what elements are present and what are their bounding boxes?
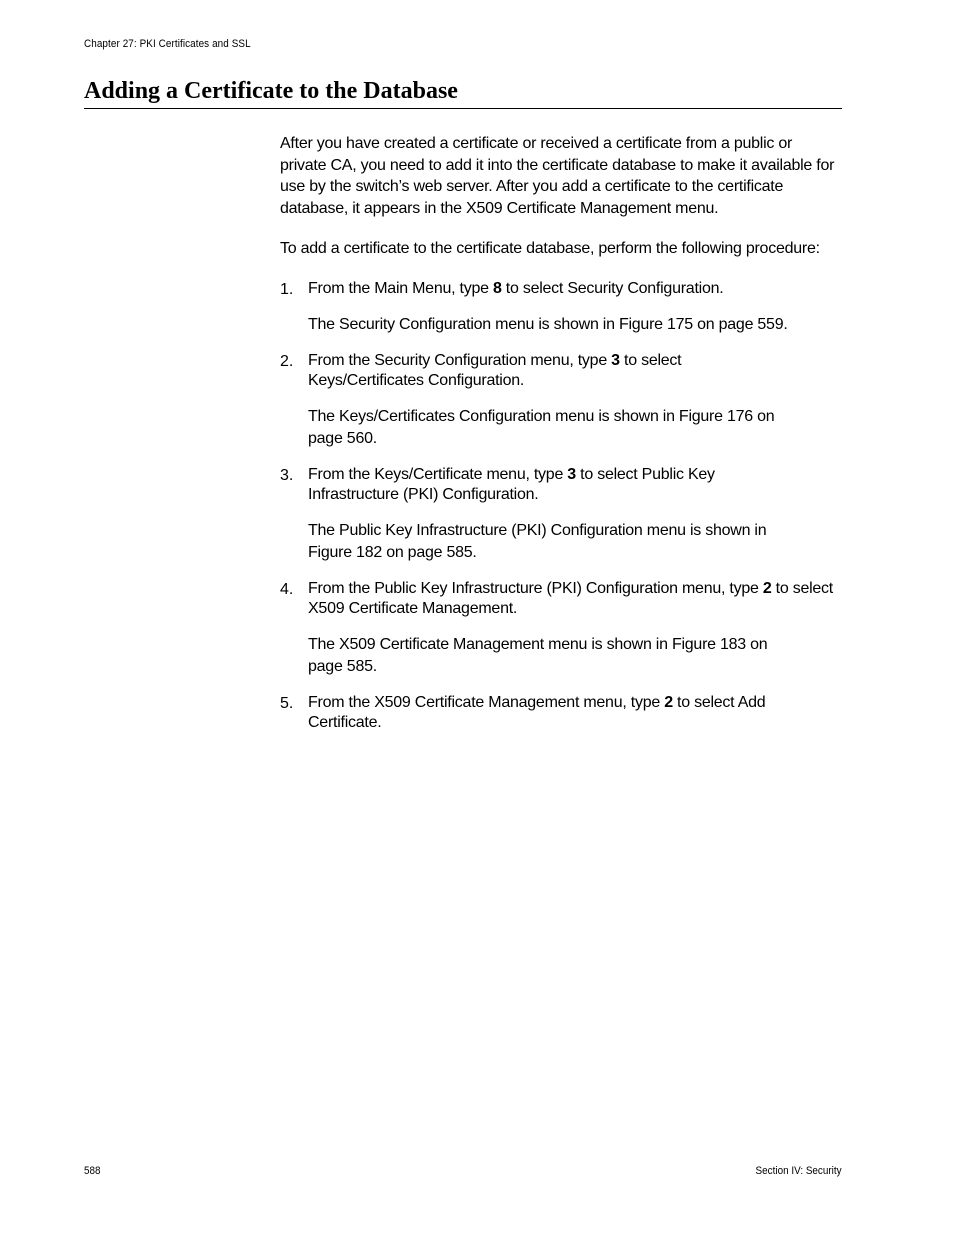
intro-paragraph: After you have created a certificate or received a certificate from a public or private CA, you need to add it into the certificate database to make it available for use by the switch’s web server. After you add a certificate to the certificate database, it appears in the X509 Certificate Management menu. [280, 135, 835, 217]
running-header: Chapter 27: PKI Certificates and SSL [84, 38, 251, 50]
step-number: 3. [280, 466, 294, 484]
procedure-step [280, 351, 842, 450]
procedure-intro-paragraph: To add a certificate to the certificate database, perform the following procedure: [280, 240, 820, 258]
body-content [280, 133, 842, 748]
step-note: The Public Key Infrastructure (PKI) Configuration menu is shown in Figure 182 on page 585. [308, 521, 767, 561]
step-number: 2. [280, 352, 294, 370]
procedure-step [280, 465, 842, 564]
step-instruction: From the X509 Certificate Management menu, type 2 to select Add Certificate. [308, 693, 766, 731]
menu-key: 2 [664, 693, 673, 711]
menu-key: 3 [611, 351, 620, 369]
step-instruction: From the Main Menu, type 8 to select Security Configuration. [308, 279, 724, 297]
step-number: 1. [280, 280, 294, 298]
step-number: 5. [280, 694, 294, 712]
step-instruction: From the Public Key Infrastructure (PKI) Configuration menu, type 2 to select X509 Certificate Management. [308, 579, 833, 617]
procedure-step [280, 279, 842, 336]
footer-section-label: Section IV: Security [755, 1165, 842, 1177]
step-note: The Keys/Certificates Configuration menu is shown in Figure 176 on page 560. [308, 407, 775, 447]
step-instruction: From the Security Configuration menu, type 3 to select Keys/Certificates Configuration. [308, 351, 682, 389]
step-instruction: From the Keys/Certificate menu, type 3 to select Public Key Infrastructure (PKI) Configuration. [308, 465, 715, 503]
menu-key: 3 [567, 465, 576, 483]
procedure-step [280, 579, 842, 678]
page-number: 588 [84, 1165, 101, 1177]
step-number: 4. [280, 580, 294, 598]
step-note: The Security Configuration menu is shown in Figure 175 on page 559. [308, 315, 788, 333]
procedure-step [280, 693, 842, 733]
menu-key: 2 [762, 579, 772, 597]
section-title: Adding a Certificate to the Database [84, 76, 842, 109]
step-note: The X509 Certificate Management menu is shown in Figure 183 on page 585. [308, 635, 768, 675]
menu-key: 8 [492, 279, 502, 297]
